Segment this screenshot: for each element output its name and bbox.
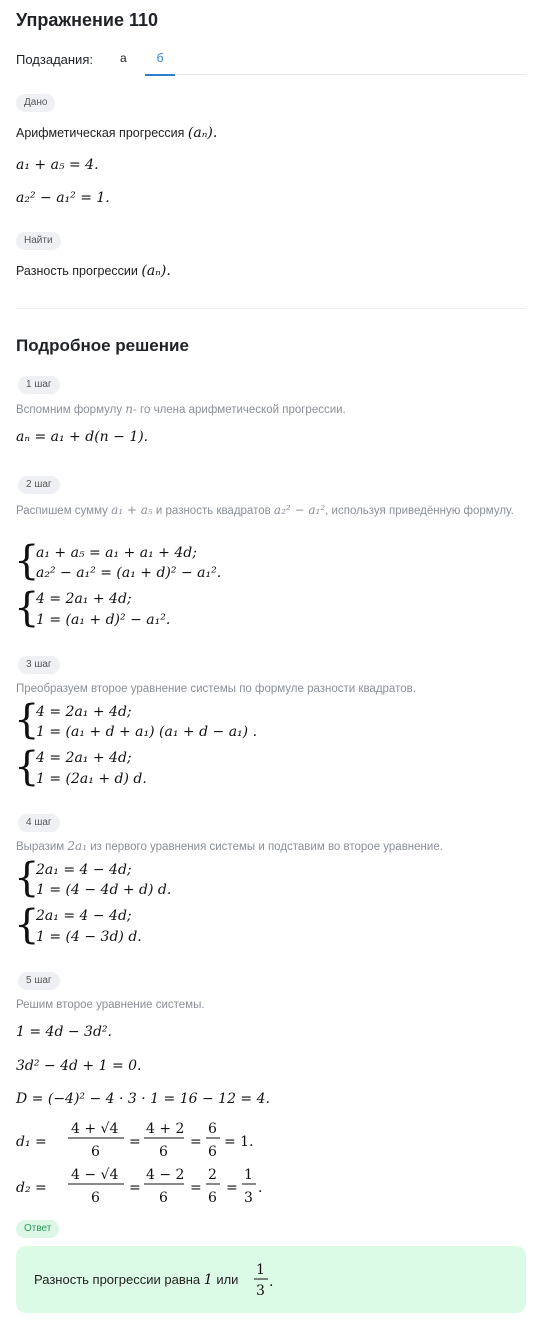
step3-sys1-line2: 1 = (a₁ + d + a₁) (a₁ + d − a₁) . [36,724,258,740]
step2-sys2-line2: 1 = (a₁ + d)² − a₁². [36,612,171,628]
d2-f2d: 6 [159,1190,168,1206]
step4-sys2-line1: 2a₁ = 4 − 4d; [36,908,132,924]
given-eq2: a₂² − a₁² = 1. [16,190,110,206]
step3-sys2-line1: 4 = 2a₁ + 4d; [36,750,132,766]
d1-f2n: 4 + 2 [146,1121,185,1137]
tab-b[interactable]: б [145,50,175,76]
step3-sys1-brace: { [14,697,40,743]
d2-f2n: 4 − 2 [146,1167,185,1183]
step5-d2 [16,1166,316,1213]
step5-eq3: D = (−4)² − 4 · 3 · 1 = 16 − 12 = 4. [16,1091,270,1107]
section-divider [16,308,526,309]
d1-f2d: 6 [159,1144,168,1160]
step2-sys1-brace: { [14,538,40,584]
d1-f3n: 6 [208,1121,217,1137]
step1-text: Вспомним формулу n- го члена арифметической прогрессии. [16,402,346,416]
tab-a[interactable]: а [120,51,127,65]
step3-sys1-line1: 4 = 2a₁ + 4d; [36,704,132,720]
d1-lhs: d₁ = [16,1134,47,1150]
step4-sys1-brace: { [14,855,40,901]
page-title: Упражнение 110 [16,10,159,30]
step2-sys1-line1: a₁ + a₅ = a₁ + a₁ + 4d; [36,545,197,561]
step3-chip: 3 шаг [18,656,60,674]
svg-text:=: = [190,1180,202,1196]
step5-d1-formula [16,1120,316,1162]
answer-chip: Ответ [16,1220,59,1238]
step3-text: Преобразуем второе уравнение системы по формуле разности квадратов. [16,683,416,695]
step4-sys2-brace: { [14,902,40,948]
answer-text: Разность прогрессии равна 1 или [34,1272,239,1288]
step2-sys2-brace: { [14,585,40,631]
svg-text:.: . [258,1180,263,1196]
step5-eq2: 3d² − 4d + 1 = 0. [16,1058,142,1074]
d1-f1d: 6 [91,1144,100,1160]
given-chip: Дано [16,94,55,112]
step4-chip: 4 шаг [18,814,60,832]
step2-text: Распишем сумму a₁ + a₅ и разность квадратов a₂² − a₁², используя приведённую формулу. [16,503,514,517]
step4-sys1-line1: 2a₁ = 4 − 4d; [36,862,132,878]
given-line: Арифметическая прогрессия (aₙ). [16,125,218,141]
step2-chip: 2 шаг [18,476,60,494]
answer-fraction [254,1262,274,1298]
d1-rhs: = 1. [224,1134,254,1150]
d2-f3d: 6 [208,1190,217,1206]
find-line: Разность прогрессии (aₙ). [16,263,171,279]
svg-text:=: = [190,1134,202,1150]
svg-text:=: = [226,1180,238,1196]
d2-f4d: 3 [244,1190,253,1206]
step5-d1 [16,1120,316,1167]
svg-text:.: . [269,1274,274,1290]
step4-text: Выразим 2a₁ из первого уравнения системы и подставим во второе уравнение. [16,839,443,853]
step3-sys2-line2: 1 = (2a₁ + d) d. [36,771,147,787]
d2-f1n: 4 − √4 [71,1167,119,1183]
d2-f1d: 6 [91,1190,100,1206]
answer-box [16,1246,526,1313]
tabs-divider [175,74,526,75]
step5-chip: 5 шаг [18,972,60,990]
answer-fd: 3 [256,1283,265,1299]
find-chip: Найти [16,232,61,250]
step3-sys2-brace: { [14,744,40,790]
step5-d2-formula [16,1166,316,1208]
answer-fn: 1 [256,1262,265,1278]
step5-text: Решим второе уравнение системы. [16,999,205,1011]
d2-f3n: 2 [208,1167,217,1183]
d1-f1n: 4 + √4 [71,1121,119,1137]
d2-lhs: d₂ = [16,1180,47,1196]
step4-sys1-line2: 1 = (4 − 4d + d) d. [36,882,172,898]
step4-sys2-line2: 1 = (4 − 3d) d. [36,929,142,945]
svg-text:=: = [129,1180,141,1196]
step2-sys1-line2: a₂² − a₁² = (a₁ + d)² − a₁². [36,565,222,581]
step2-sys2-line1: 4 = 2a₁ + 4d; [36,591,132,607]
subtasks-label: Подзадания: [16,52,93,67]
given-eq1: a₁ + a₅ = 4. [16,157,99,173]
step1-chip: 1 шаг [18,376,60,394]
d2-f4n: 1 [244,1167,253,1183]
d1-f3d: 6 [208,1144,217,1160]
step1-eq: aₙ = a₁ + d(n − 1). [16,429,149,445]
step5-eq1: 1 = 4d − 3d². [16,1024,112,1040]
svg-text:=: = [129,1134,141,1150]
solution-title: Подробное решение [16,336,189,355]
